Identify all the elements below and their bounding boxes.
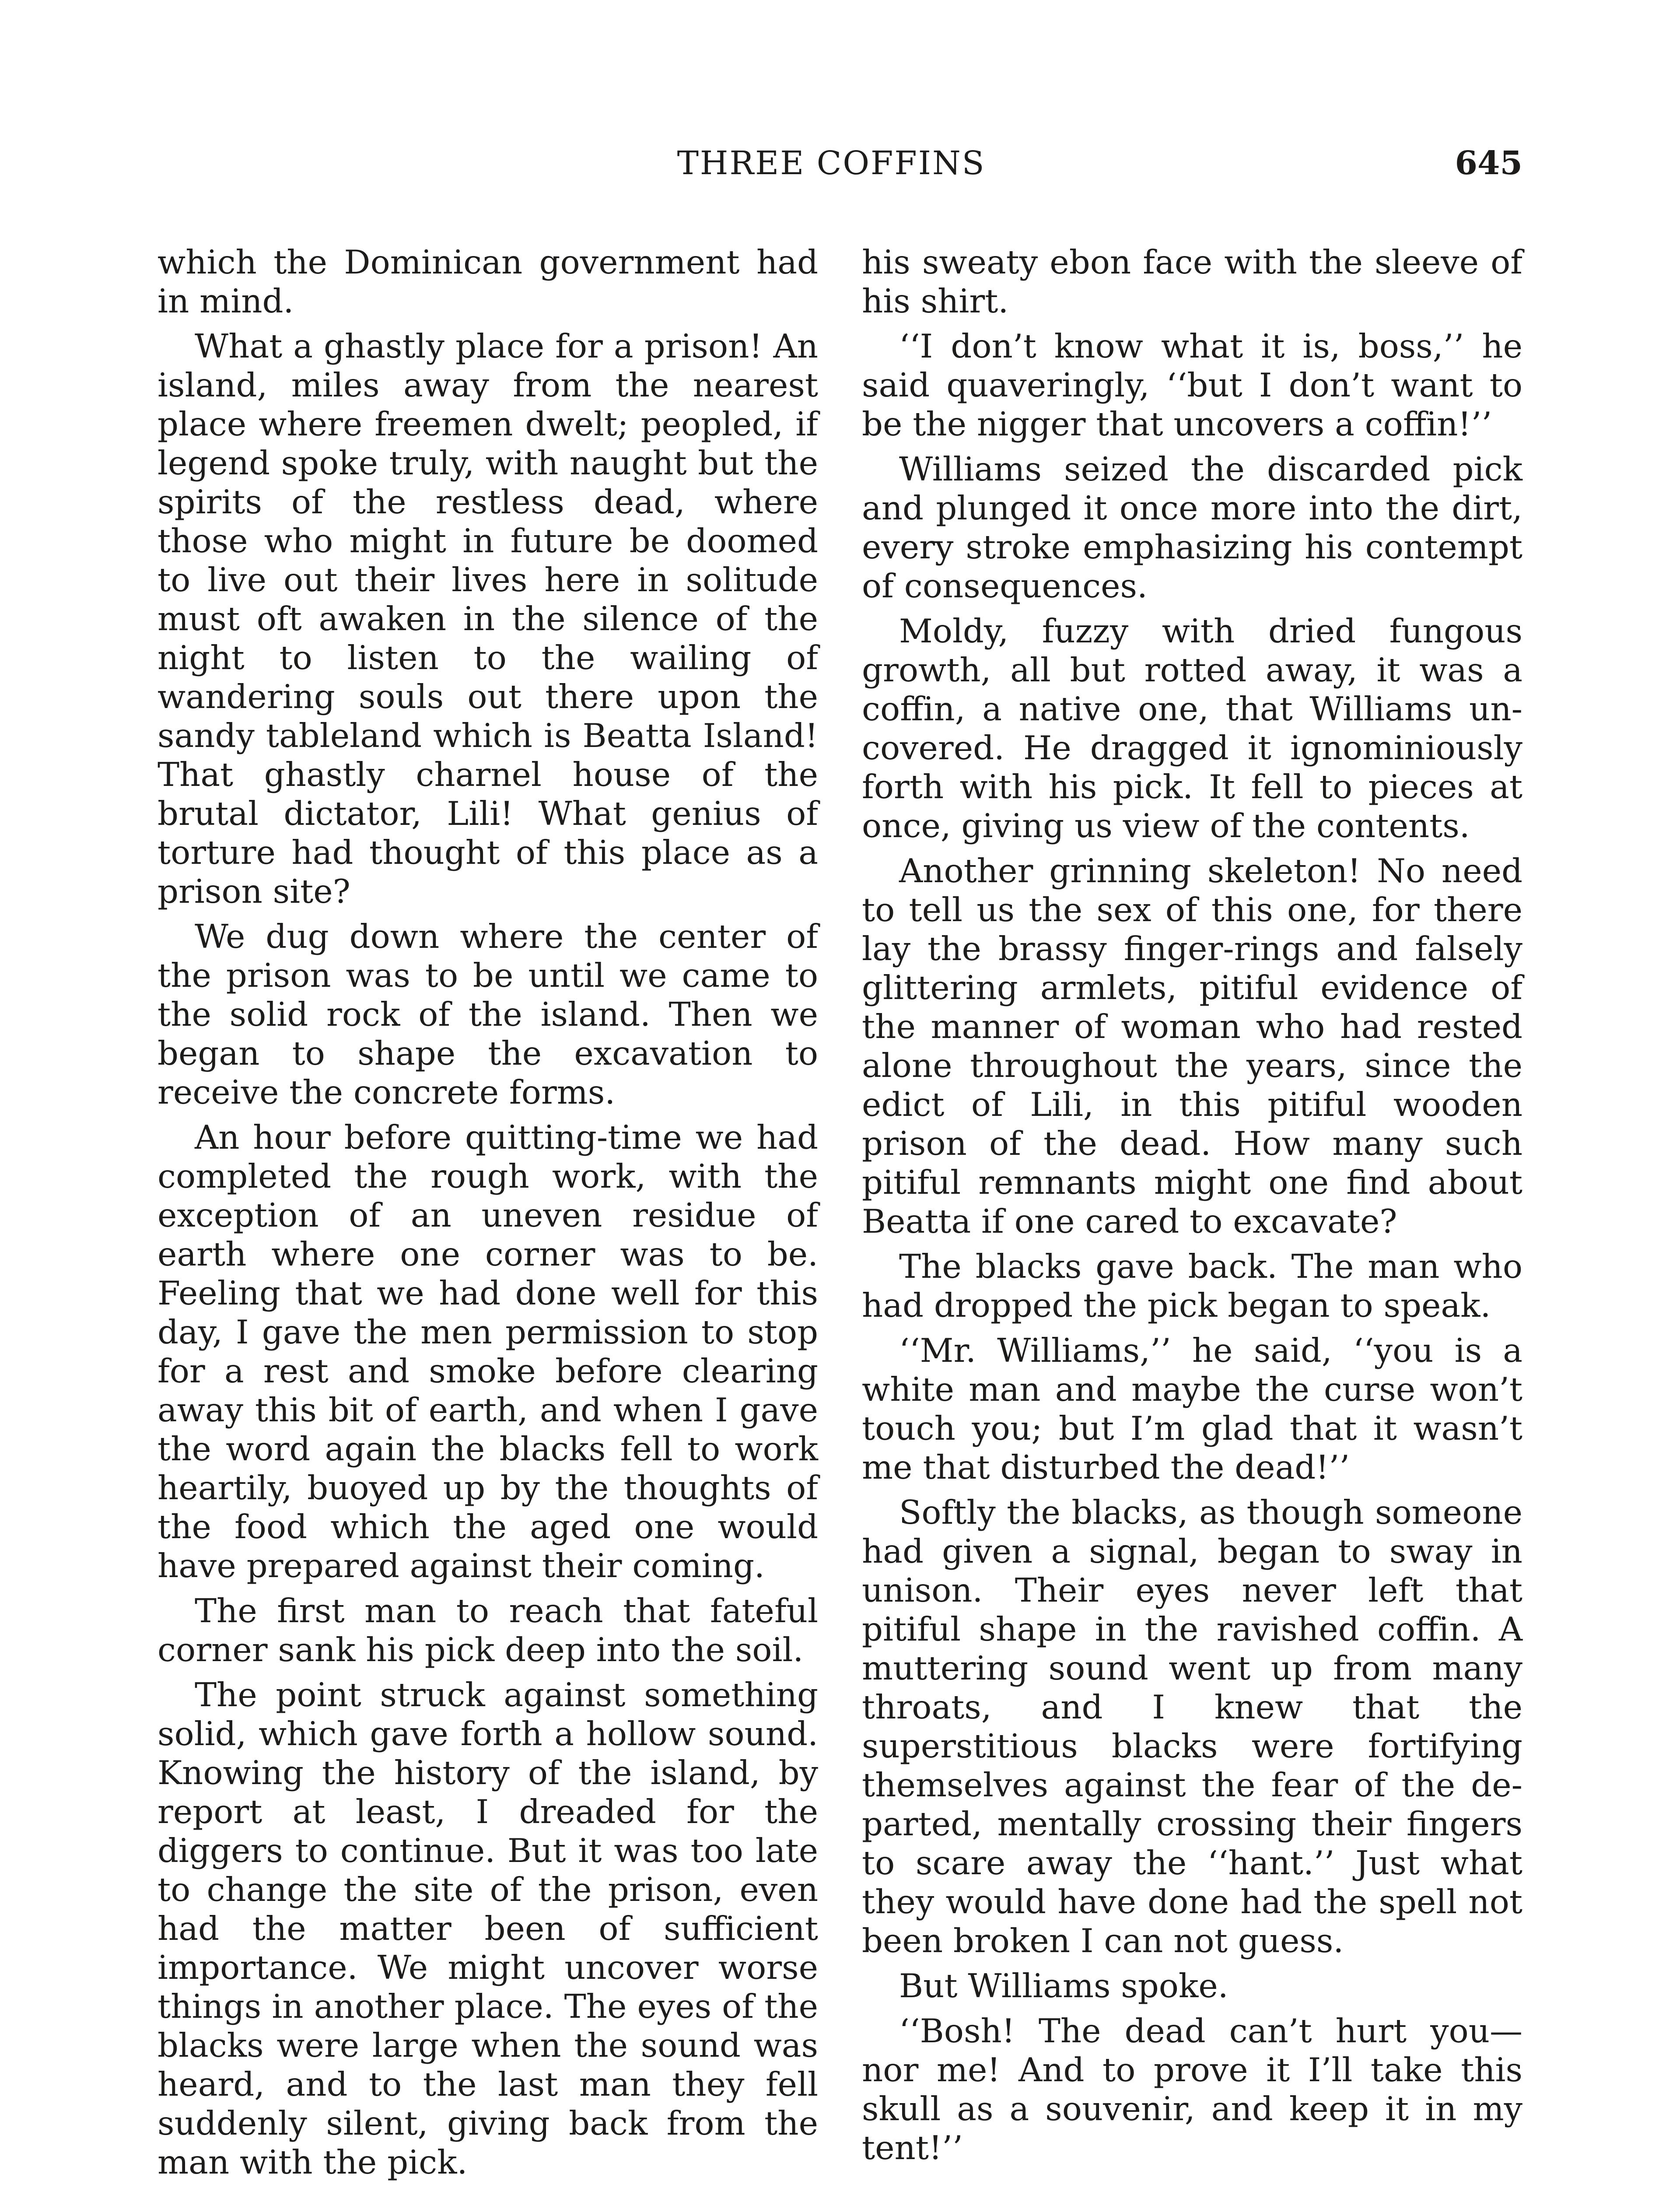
paragraph: ‘‘Bosh! The dead can’t hurt you— nor me! And to prove it I’ll take this skull as a souvenir, and keep it in my tent!’’ (862, 2012, 1522, 2167)
paragraph: his sweaty ebon face with the sleeve of his shirt. (862, 243, 1522, 320)
paragraph: Williams seized the discarded pick and plunged it once more into the dirt, every stroke emphasizing his contempt of consequences. (862, 450, 1522, 605)
paragraph: An hour before quitting-time we had completed the rough work, with the exception of an uneven residue of earth where one corner was to be. Feeling that we had done well for this day, I gave the men permission to stop for a rest and smoke before clearing away this bit of earth, and when I gave the word again the blacks fell to work heartily, buoyed up by the thoughts of the food which the aged one would have prepared against their coming. (158, 1118, 818, 1585)
paragraph: The first man to reach that fateful corner sank his pick deep into the soil. (158, 1592, 818, 1669)
paragraph: which the Dominican government had in mind. (158, 243, 818, 320)
right-column (862, 243, 1522, 2174)
paragraph: But Williams spoke. (899, 1967, 1228, 2005)
paragraph: Moldy, fuzzy with dried fungous growth, all but rotted away, it was a coffin, a native one, that Williams uncovered. He dragged it ignominiously forth with his pick. It fell to pieces at once, giving us view of the contents. (862, 612, 1522, 845)
paragraph: Softly the blacks, as though someone had given a signal, began to sway in unison. Their eyes never left that pitiful shape in the ravished coffin. A muttering sound went up from many throats, and I knew that the superstitious blacks were fortifying themselves against the fear of the departed, mentally crossing their fingers to scare away the ‘‘hant.’’ Just what they would have done had the spell not been broken I can not guess. (862, 1493, 1522, 1960)
page-number: 645 (1455, 144, 1522, 182)
paragraph: Another grinning skeleton! No need to tell us the sex of this one, for there lay the brassy finger-rings and falsely glittering armlets, pitiful evidence of the manner of woman who had rested alone throughout the years, since the edict of Lili, in this pitiful wooden prison of the dead. How many such pitiful remnants might one find about Beatta if one cared to excavate? (862, 852, 1522, 1241)
paragraph: ‘‘Mr. Williams,’’ he said, ‘‘you is a white man and maybe the curse won’t touch you; but I’m glad that it wasn’t me that disturbed the dead!’’ (862, 1331, 1522, 1487)
paragraph: The point struck against something solid, which gave forth a hollow sound. Knowing the history of the island, by report at least, I dreaded for the diggers to continue. But it was too late to change the site of the prison, even had the matter been of sufficient importance. We might uncover worse things in another place. The eyes of the blacks were large when the sound was heard, and to the last man they fell suddenly silent, giving back from the man with the pick. (158, 1676, 818, 2181)
paragraph: We dug down where the center of the prison was to be until we came to the solid rock of the island. Then we began to shape the excavation to receive the concrete forms. (158, 917, 818, 1112)
paragraph: The blacks gave back. The man who had dropped the pick began to speak. (862, 1247, 1522, 1325)
running-title: THREE COFFINS (677, 144, 986, 182)
paragraph: ‘‘I don’t know what it is, boss,’’ he said quaveringly, ‘‘but I don’t want to be the nigger that uncovers a coffin!’’ (862, 327, 1522, 443)
paragraph: What a ghastly place for a prison! An island, miles away from the nearest place where freemen dwelt; peopled, if legend spoke truly, with naught but the spirits of the restless dead, where those who might in future be doomed to live out their lives here in solitude must oft awaken in the silence of the night to listen to the wailing of wandering souls out there upon the sandy tableland which is Beatta Island! That ghastly charnel house of the brutal dictator, Lili! What genius of torture had thought of this place as a prison site? (158, 327, 818, 911)
left-column (158, 243, 818, 2188)
